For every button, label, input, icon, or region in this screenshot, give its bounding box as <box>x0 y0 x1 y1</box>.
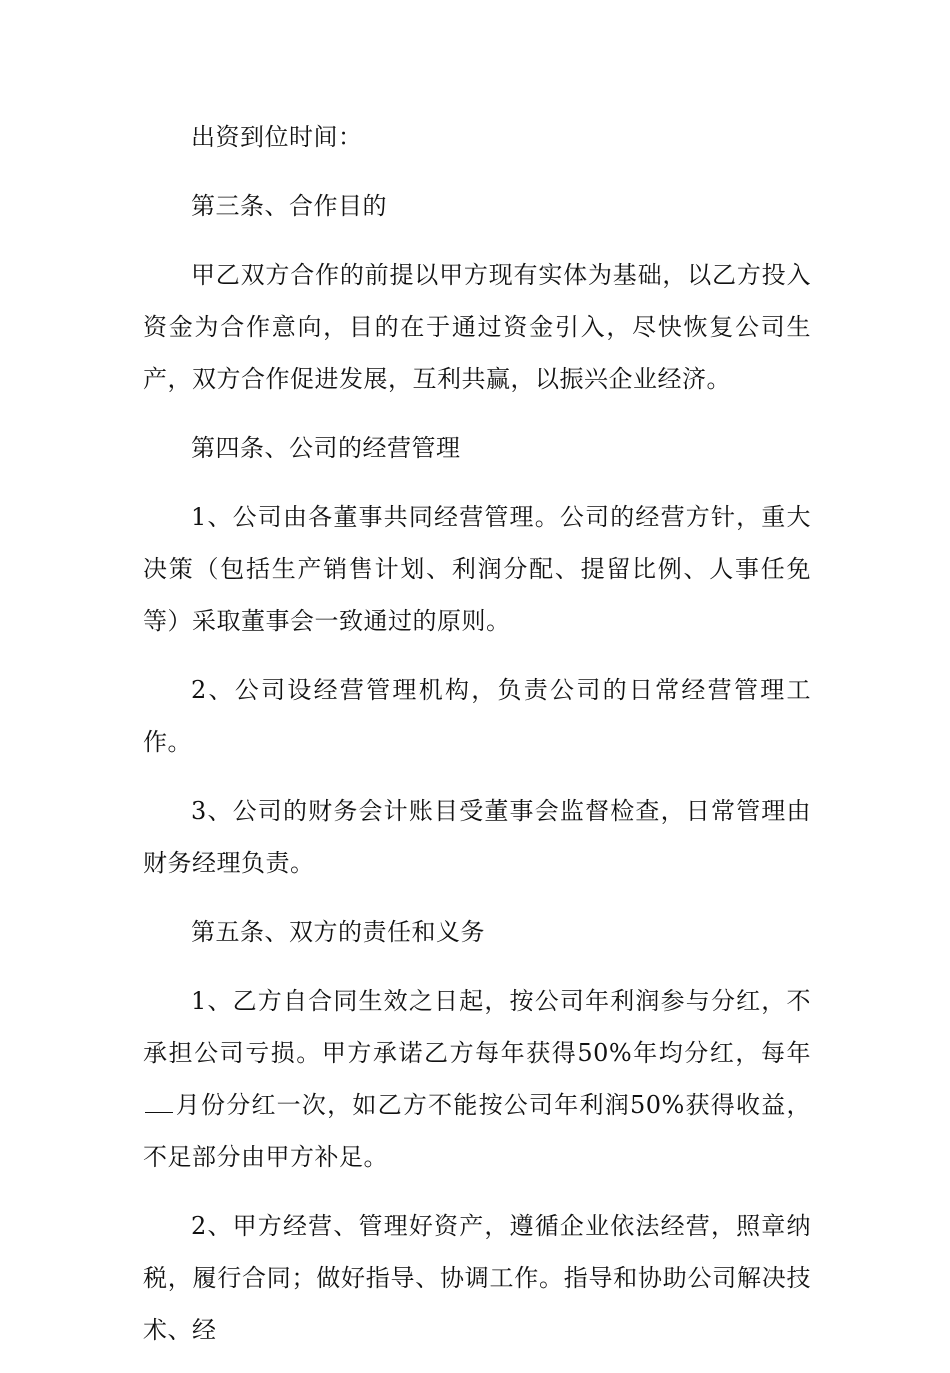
article-5-item-1-part-a: 1、乙方自合同生效之日起，按公司年利润参与分红，不承担公司亏损。甲方承诺乙方每年获得50%年均分红，每年 <box>143 987 811 1067</box>
document-body <box>143 111 811 1373</box>
article-4-item-2: 2、公司设经营管理机构，负责公司的日常经营管理工作。 <box>143 676 811 756</box>
article-5-item-2: 2、甲方经营、管理好资产，遵循企业依法经营，照章纳税，履行合同；做好指导、协调工作。指导和协助公司解决技术、经 <box>143 1212 811 1344</box>
funding-time-line: 出资到位时间： <box>191 123 363 151</box>
article-5-heading: 第五条、双方的责任和义务 <box>191 918 485 946</box>
fill-in-blank <box>145 1094 173 1113</box>
article-4-item-1: 1、公司由各董事共同经营管理。公司的经营方针，重大决策（包括生产销售计划、利润分配、提留比例、人事任免等）采取董事会一致通过的原则。 <box>143 503 811 635</box>
article-3-heading: 第三条、合作目的 <box>191 192 387 220</box>
article-5-item-1-part-b: 月份分红一次，如乙方不能按公司年利润50%获得收益，不足部分由甲方补足。 <box>143 1091 811 1171</box>
article-4-heading: 第四条、公司的经营管理 <box>191 434 461 462</box>
article-4-item-3: 3、公司的财务会计账目受董事会监督检查，日常管理由财务经理负责。 <box>143 797 811 877</box>
article-5-item-1 <box>143 975 811 1183</box>
article-3-text: 甲乙双方合作的前提以甲方现有实体为基础，以乙方投入资金为合作意向，目的在于通过资金引入，尽快恢复公司生产，双方合作促进发展，互利共赢，以振兴企业经济。 <box>143 261 811 393</box>
